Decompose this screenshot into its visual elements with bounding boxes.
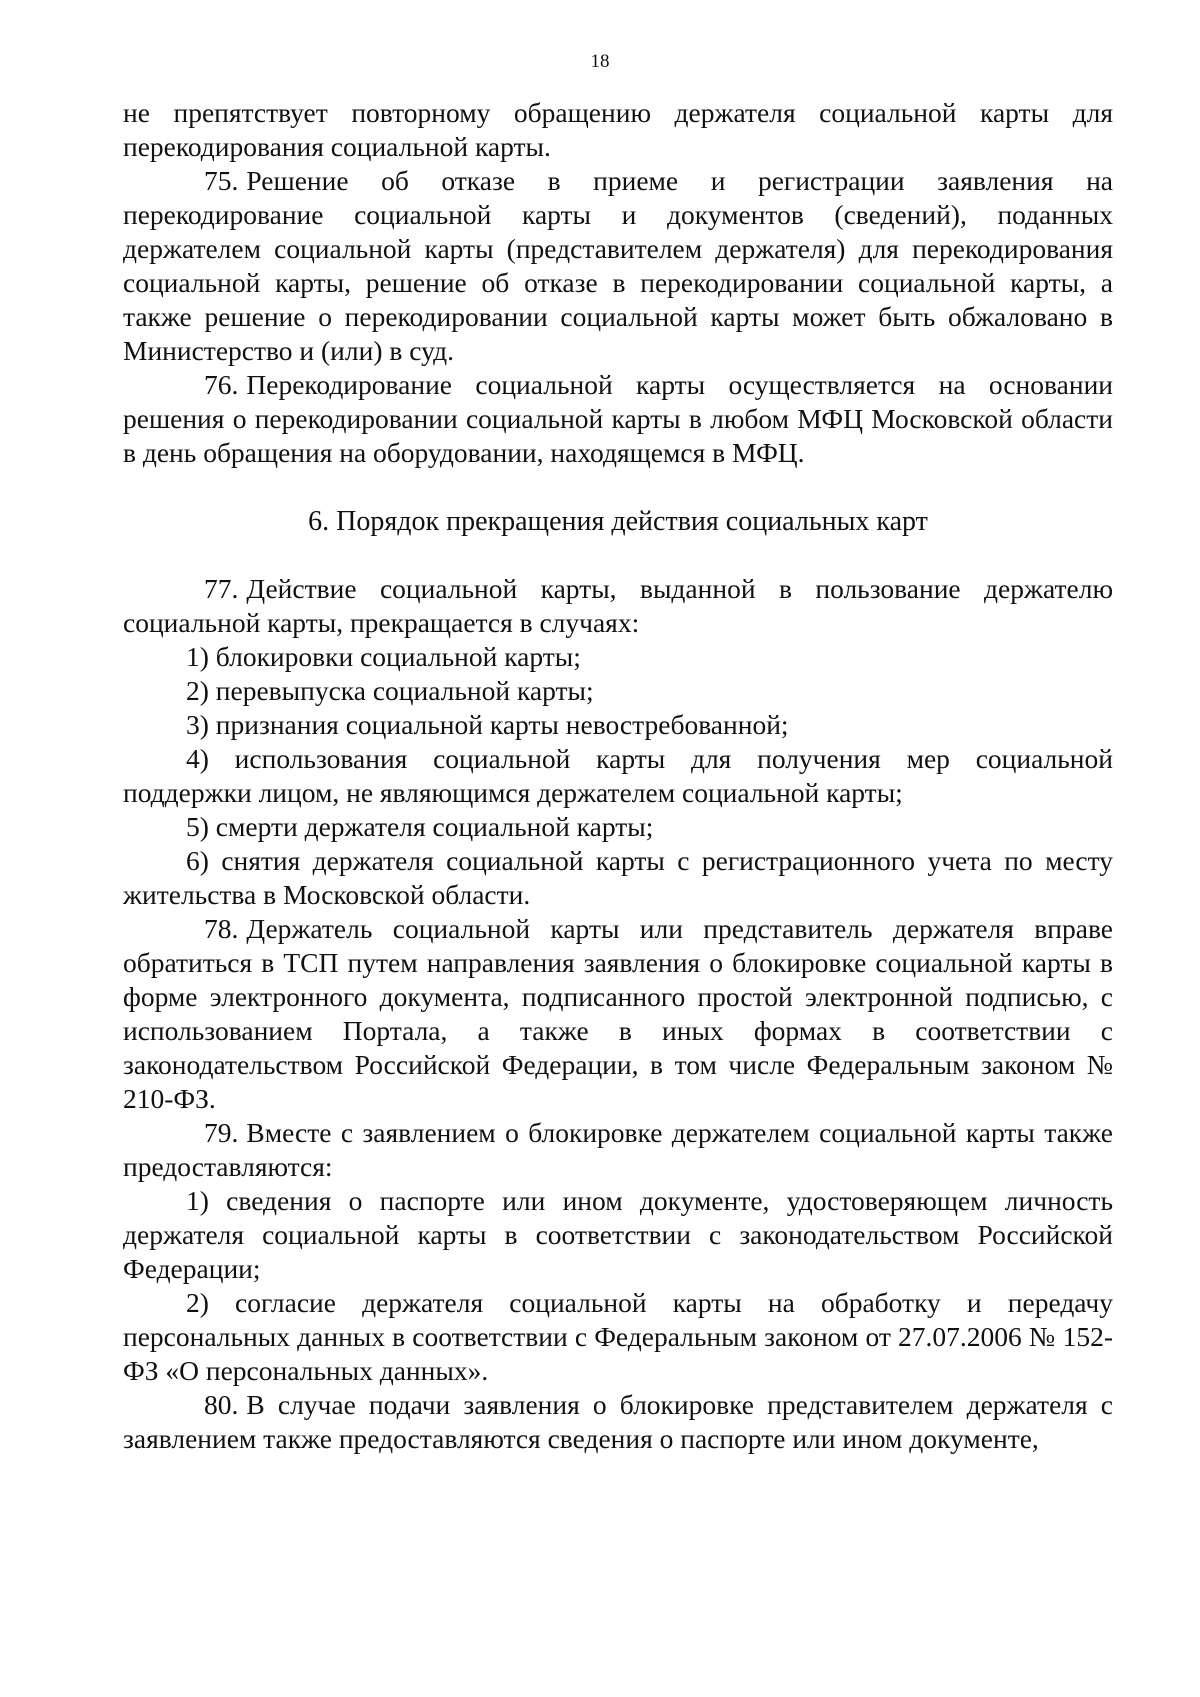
paragraph-75-number: 75. [204,165,239,196]
paragraph-80 [123,1388,1113,1456]
paragraph-80-text: В случае подачи заявления о блокировке представителем держателя с заявлением также предоставляются сведения о паспорте или ином документе, [123,1389,1113,1454]
paragraph-79-text: Вместе с заявлением о блокировке держателем социальной карты также предоставляются: [123,1117,1113,1182]
paragraph-77-item-6: 6) снятия держателя социальной карты с регистрационного учета по месту жительства в Московской области. [123,845,1113,910]
paragraph-77-item-3: 3) признания социальной карты невостребованной; [186,709,789,740]
paragraph-continuation: не препятствует повторному обращению держателя социальной карты для перекодирования социальной карты. [123,97,1113,162]
paragraph-78-text: Держатель социальной карты или представитель держателя вправе обратиться в ТСП путем направления заявления о блокировке социальной карты в форме электронного документа, подписанного простой электронной подписью, с использованием Портала, а также в иных формах в соответствии с законодательством Российской Федерации, в том числе Федеральным законом № 210-ФЗ. [123,913,1113,1114]
paragraph-76 [123,368,1113,470]
paragraph-79 [123,1116,1113,1184]
paragraph-77-item-2: 2) перевыпуска социальной карты; [186,675,594,706]
paragraph-75 [123,164,1113,368]
paragraph-76-text: Перекодирование социальной карты осуществляется на основании решения о перекодировании социальной карты в любом МФЦ Московской области в день обращения на оборудовании, находящемся в МФЦ. [123,369,1113,468]
paragraph-78 [123,912,1113,1116]
paragraph-77-text: Действие социальной карты, выданной в пользование держателю социальной карты, прекращается в случаях: [123,573,1113,638]
paragraph-79-item-1: 1) сведения о паспорте или ином документе, удостоверяющем личность держателя социальной карты в соответствии с законодательством Российской Федерации; [123,1185,1113,1284]
paragraph-77-item-1: 1) блокировки социальной карты; [186,641,581,672]
paragraph-76-number: 76. [204,369,239,400]
paragraph-78-number: 78. [204,913,239,944]
document-body [123,96,1113,1456]
paragraph-77 [123,572,1113,640]
page-number: 18 [590,51,610,72]
paragraph-79-item-2: 2) согласие держателя социальной карты на обработку и передачу персональных данных в соответствии с Федеральным законом от 27.07.2006 № 152-ФЗ «О персональных данных». [123,1287,1113,1386]
paragraph-79-number: 79. [204,1117,239,1148]
section-title: 6. Порядок прекращения действия социальных карт [308,506,928,537]
paragraph-77-number: 77. [204,573,239,604]
paragraph-77-item-5: 5) смерти держателя социальной карты; [186,811,654,842]
paragraph-77-item-4: 4) использования социальной карты для получения мер социальной поддержки лицом, не являющимся держателем социальной карты; [123,743,1113,808]
paragraph-80-number: 80. [204,1389,239,1420]
paragraph-75-text: Решение об отказе в приеме и регистрации заявления на перекодирование социальной карты и документов (сведений), поданных держателем социальной карты (представителем держателя) для перекодирования социальной карты, решение об отказе в перекодировании социальной карты, а также решение о перекодировании социальной карты может быть обжаловано в Министерство и (или) в суд. [123,165,1113,366]
